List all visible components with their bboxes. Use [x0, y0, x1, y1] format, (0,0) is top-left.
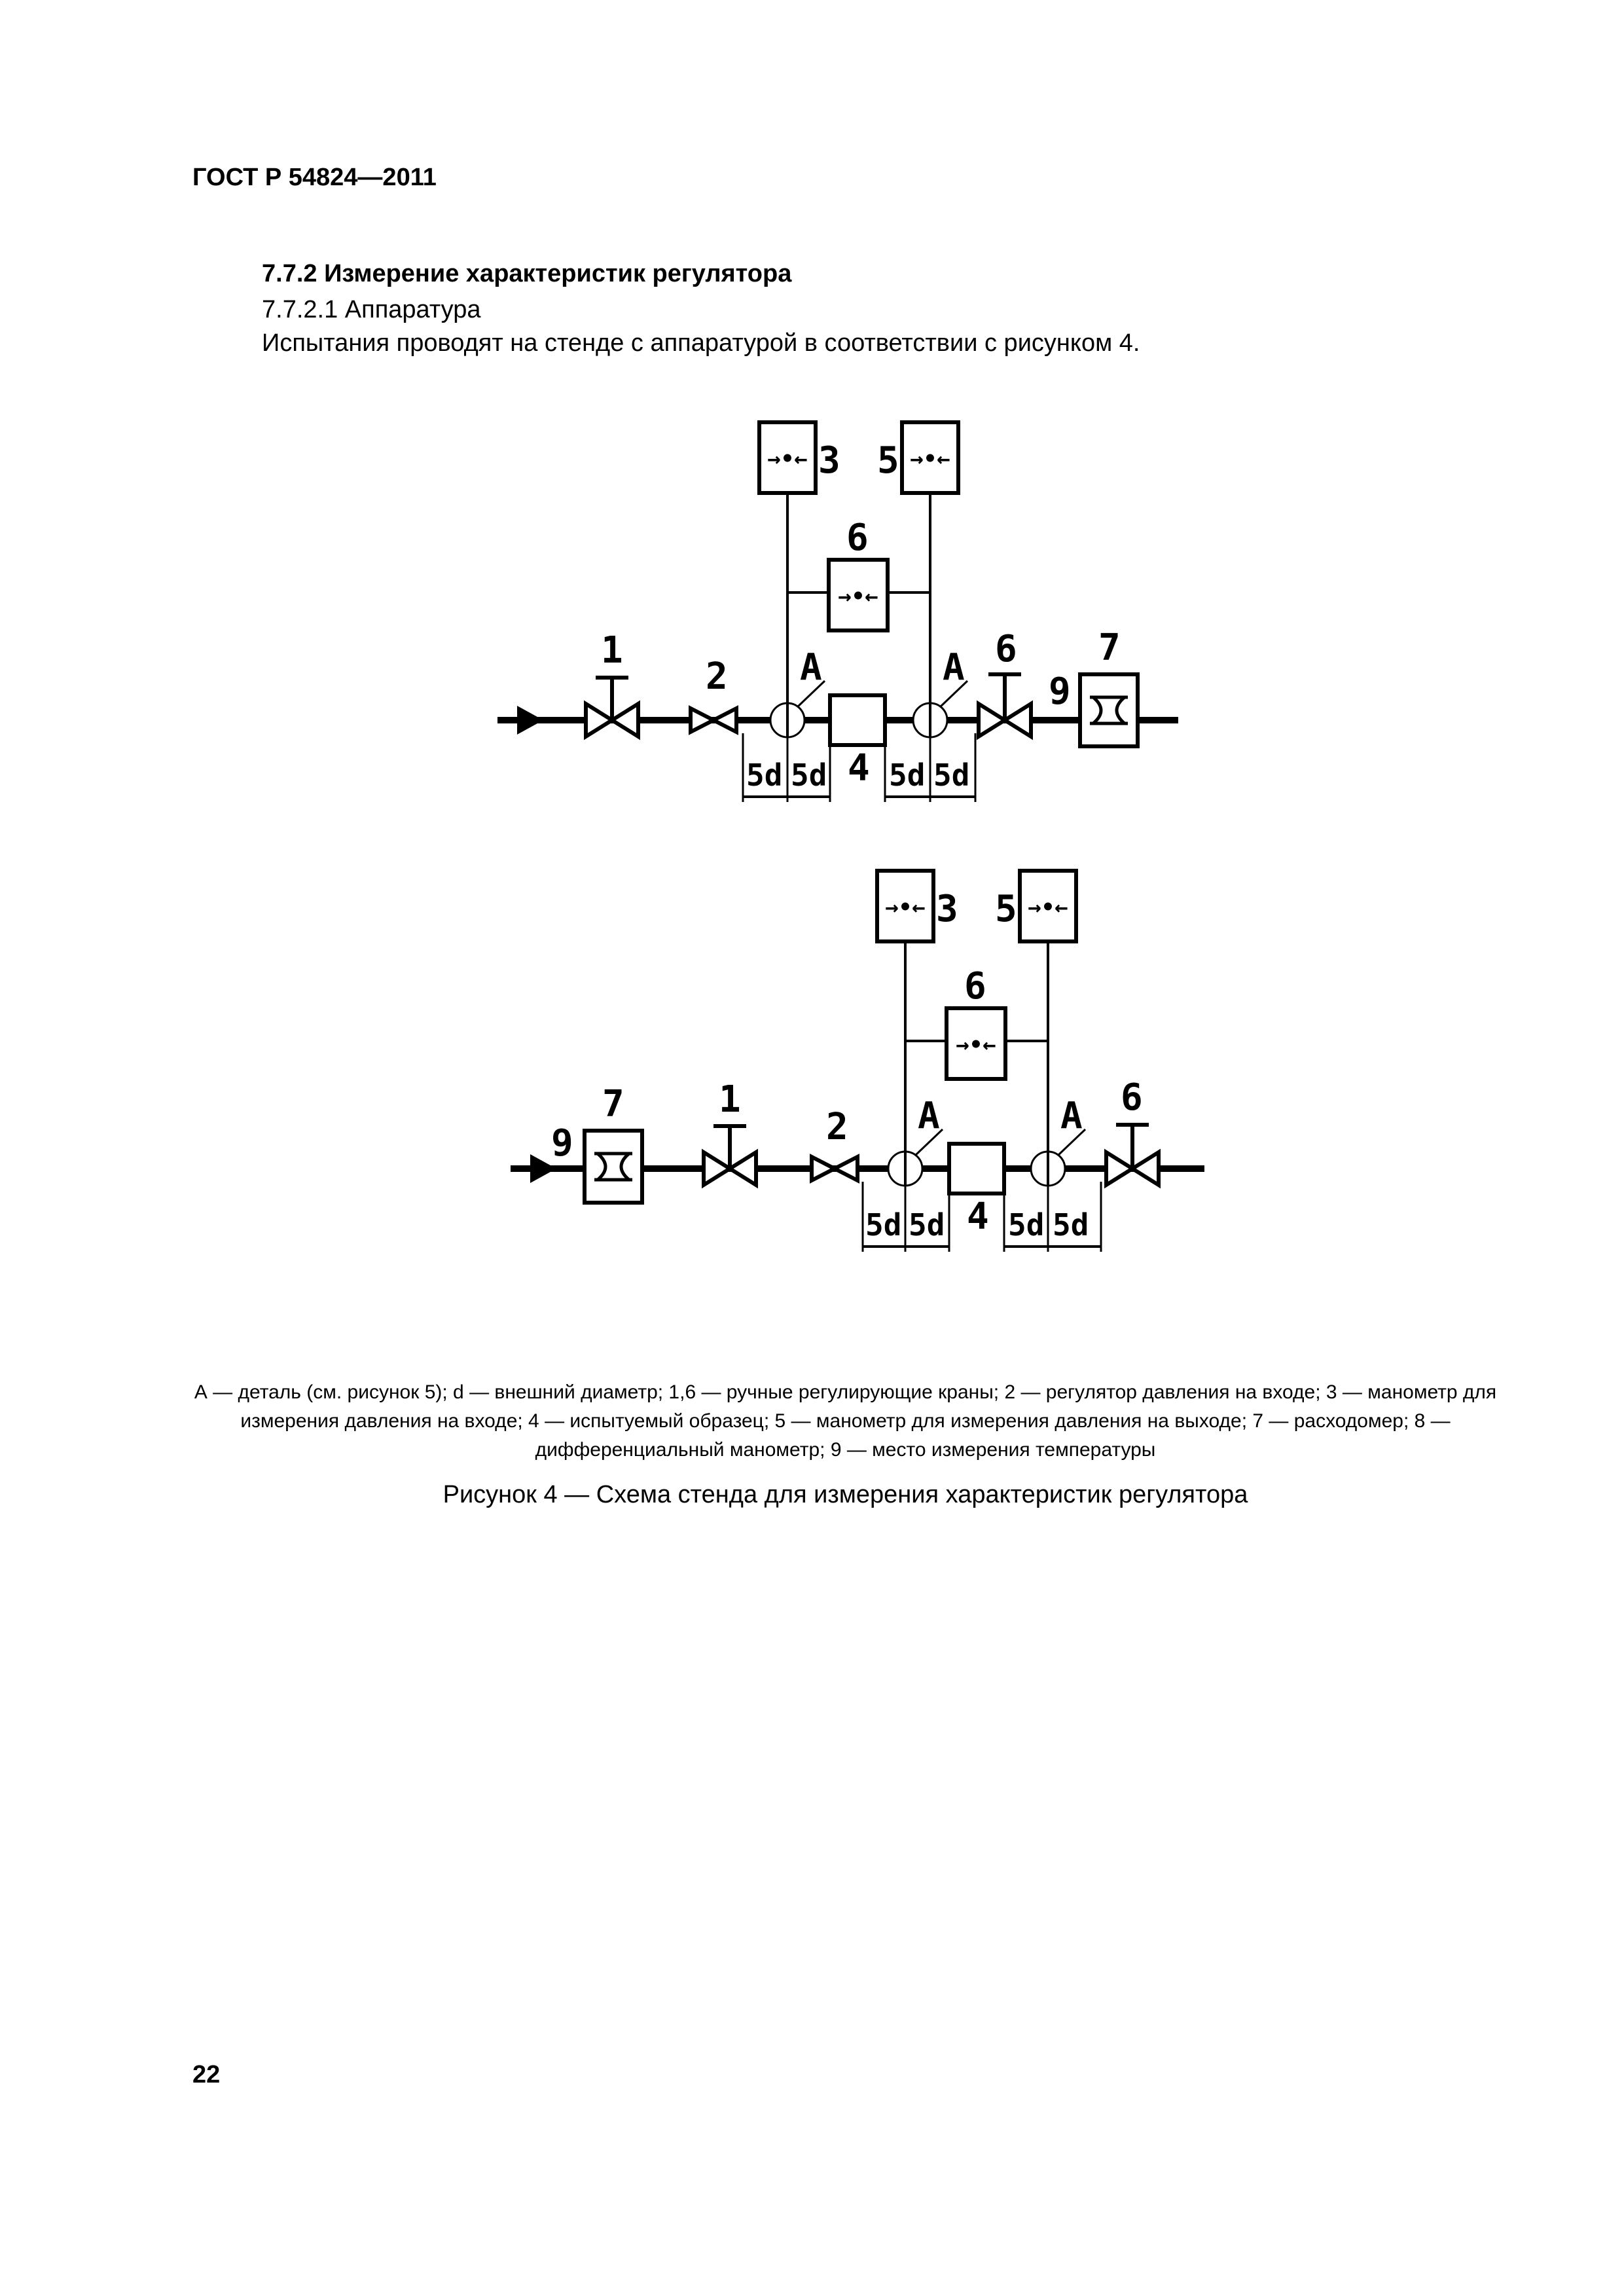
label-spacing: 5d: [1053, 1207, 1089, 1243]
figure-legend: А — деталь (см. рисунок 5); d — внешний диаметр; 1,6 — ручные регулирующие краны; 2 — регулятор давления на входе; 3 — манометр для измерения давления на входе; 4 — испытуемый образец; 5 — манометр для измерения давления на выходе; 7 — расходомер; 8 — дифференциальный манометр; 9 — место измерения температуры: [194, 1381, 1497, 1461]
gauge-symbol: →•←: [767, 446, 808, 472]
label-flowmeter: 7: [1098, 627, 1121, 669]
label-temp-point: 9: [1049, 670, 1071, 713]
gauge-symbol: →•←: [885, 894, 926, 920]
label-diff-gauge: 6: [846, 517, 869, 559]
label-flowmeter: 7: [602, 1083, 624, 1125]
label-valve-6: 6: [995, 628, 1017, 670]
diagram-bottom: [511, 871, 1204, 1252]
sample-4: [949, 1144, 1004, 1194]
label-spacing: 5d: [865, 1207, 902, 1243]
gauge-symbol: →•←: [910, 446, 950, 472]
valve-1: [586, 704, 612, 737]
figure-caption: Рисунок 4 — Схема стенда для измерения характеристик регулятора: [442, 1481, 1248, 1508]
page-number: 22: [192, 2061, 221, 2088]
label-gauge-in: 3: [818, 439, 840, 482]
gauge-symbol: →•←: [838, 583, 878, 610]
label-spacing: 5d: [1008, 1207, 1045, 1243]
valve-6: [979, 704, 1005, 737]
subsection-title: 7.7.2.1 Аппаратура: [262, 296, 481, 323]
label-diff-gauge: 6: [964, 965, 986, 1008]
valve-6: [1106, 1152, 1132, 1185]
flowmeter-7: [585, 1131, 642, 1203]
document-header: ГОСТ Р 54824—2011: [192, 164, 437, 191]
label-gauge-out: 5: [877, 439, 899, 482]
label-spacing: 5d: [746, 757, 783, 793]
label-spacing: 5d: [933, 757, 970, 793]
label-valve-6: 6: [1121, 1076, 1143, 1119]
label-sample: 4: [848, 747, 870, 790]
label-sample: 4: [967, 1195, 989, 1238]
valve-1: [704, 1152, 730, 1185]
label-detail-a: А: [943, 646, 965, 689]
section-title: 7.7.2 Измерение характеристик регулятора: [262, 260, 792, 287]
label-detail-a: А: [918, 1095, 940, 1137]
label-gauge-out: 5: [995, 888, 1017, 930]
label-regulator: 2: [706, 655, 728, 698]
gauge-symbol: →•←: [956, 1032, 996, 1058]
label-temp-point: 9: [551, 1122, 573, 1165]
label-valve-1: 1: [719, 1078, 741, 1121]
flowmeter-7: [1080, 674, 1138, 746]
flow-arrow: [517, 706, 543, 735]
label-spacing: 5d: [889, 757, 926, 793]
sample-4: [830, 695, 885, 745]
label-gauge-in: 3: [936, 888, 958, 930]
gauge-symbol: →•←: [1028, 894, 1068, 920]
label-detail-a: А: [800, 646, 822, 689]
section-paragraph: Испытания проводят на стенде с аппаратурой в соответствии с рисунком 4.: [262, 329, 1140, 357]
label-valve-1: 1: [601, 629, 623, 672]
label-spacing: 5d: [791, 757, 827, 793]
label-detail-a: А: [1060, 1095, 1083, 1137]
label-spacing: 5d: [909, 1207, 945, 1243]
label-regulator: 2: [826, 1106, 848, 1148]
